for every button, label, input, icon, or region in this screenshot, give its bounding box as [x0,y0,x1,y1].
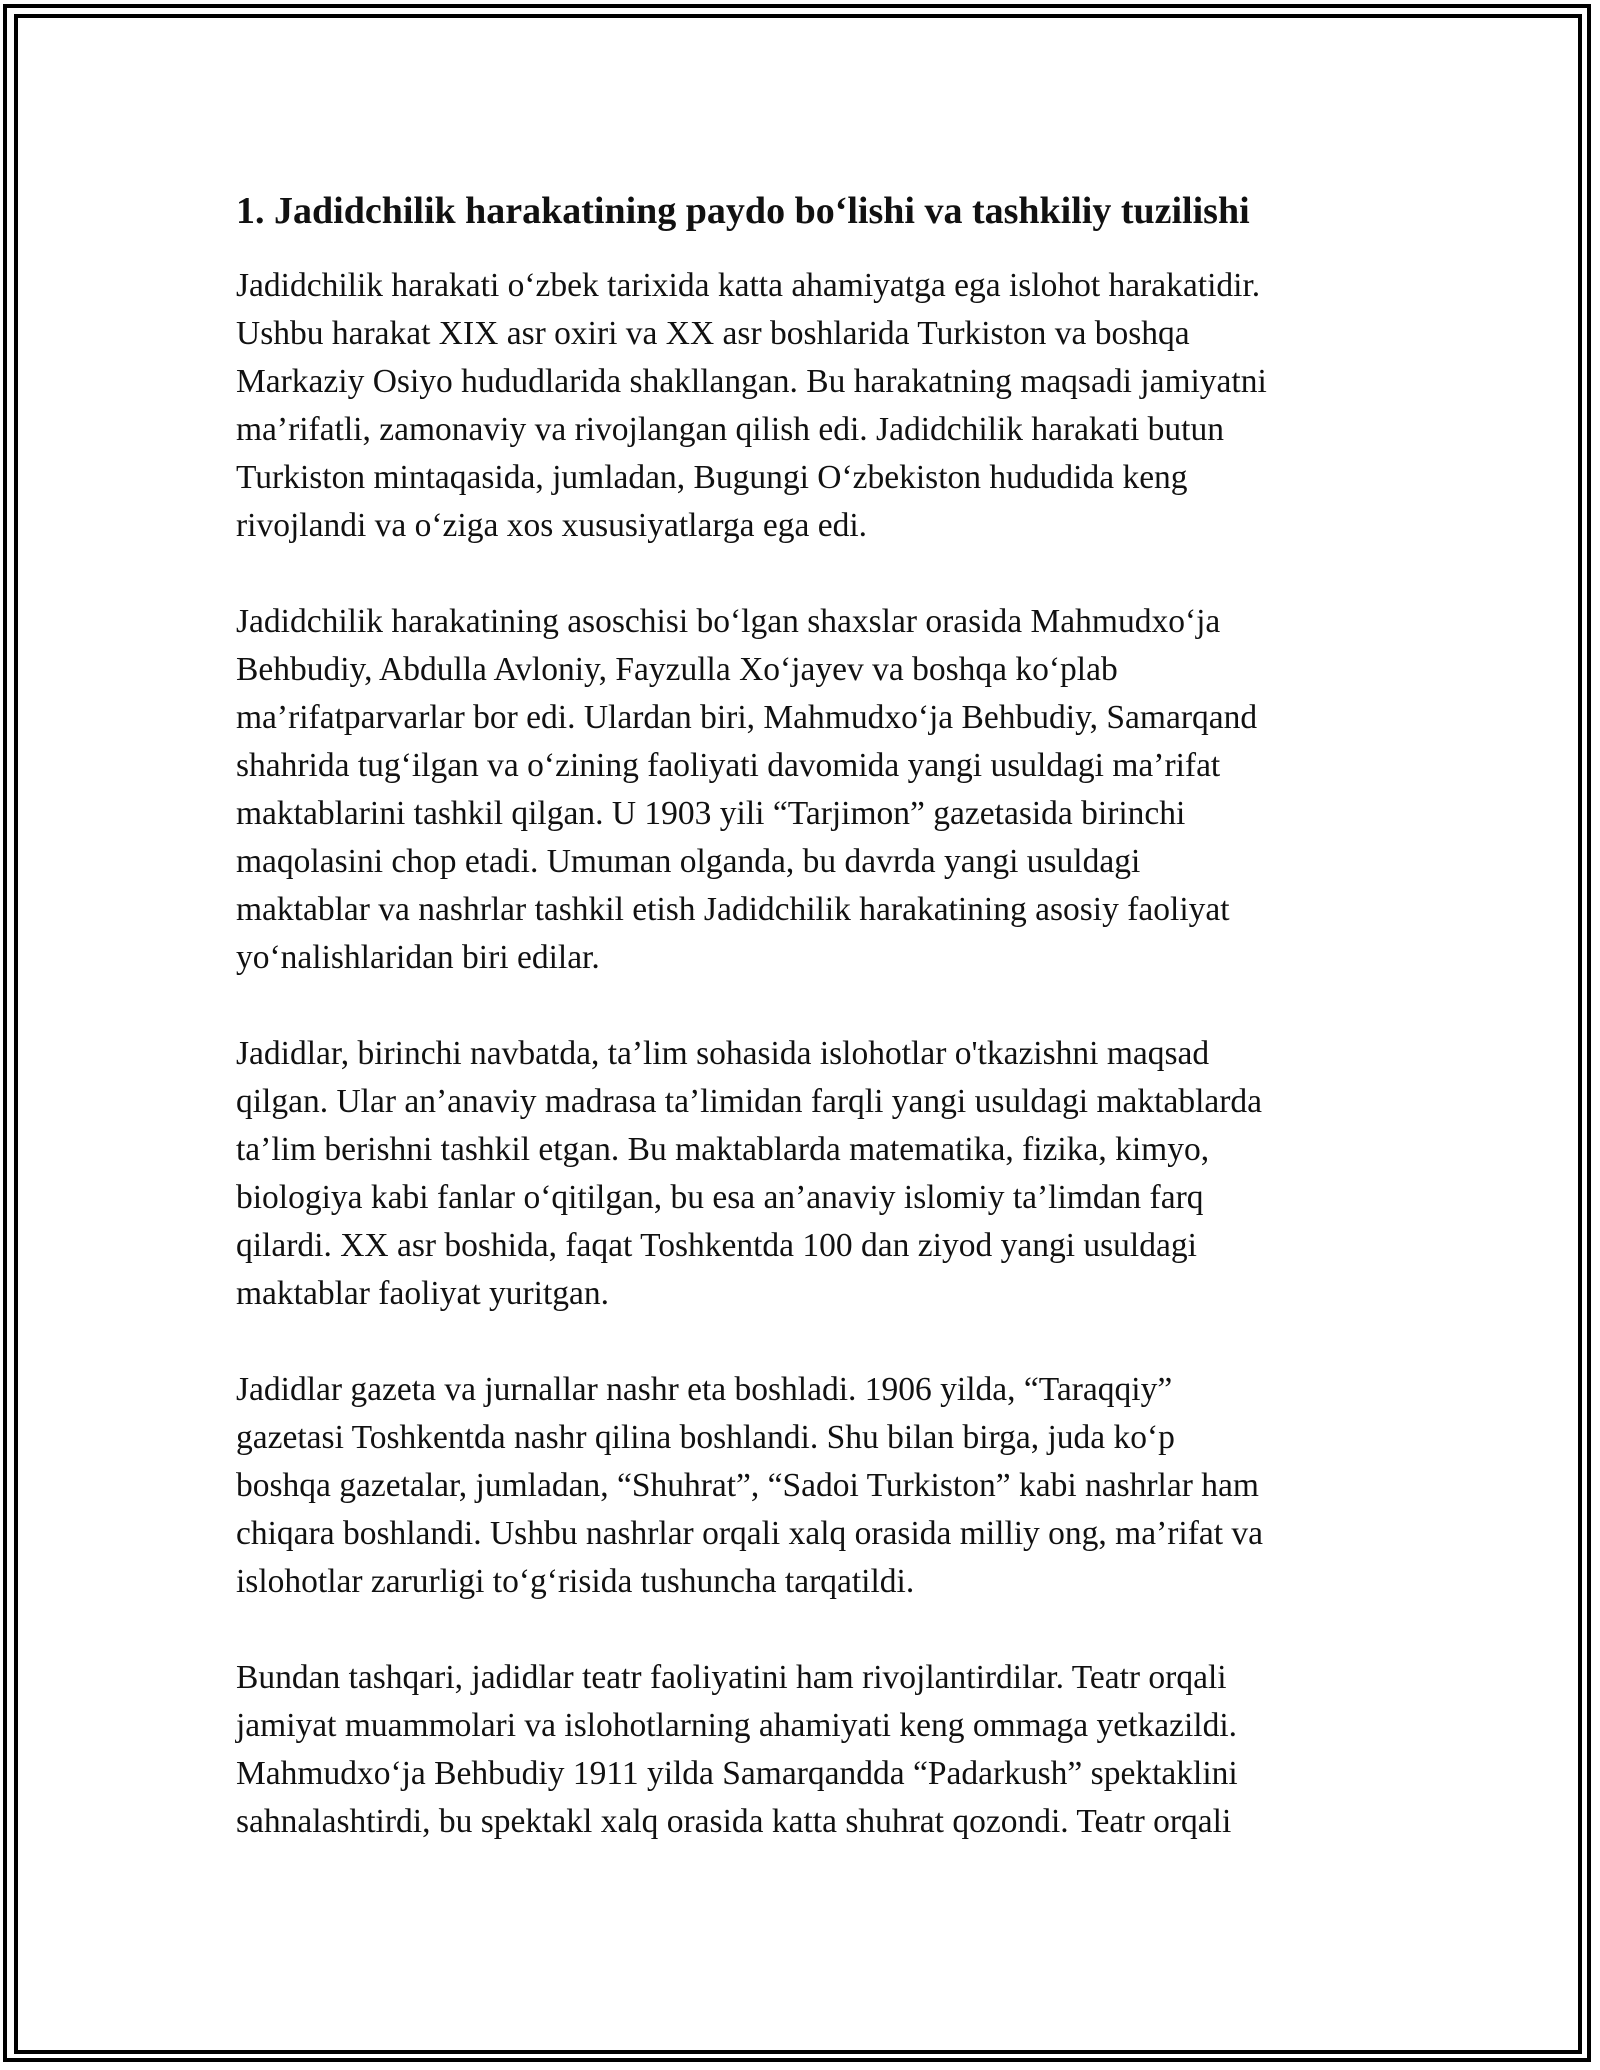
text-line: biologiya kabi fanlar o‘qitilgan, bu esa an’anaviy islomiy ta’limdan farq [236,1179,1204,1216]
text-line: Bundan tashqari, jadidlar teatr faoliyatini ham rivojlantirdilar. Teatr orqali [236,1659,1227,1696]
text-line: jamiyat muammolari va islohotlarning ahamiyati keng ommaga yetkazildi. [236,1707,1238,1744]
text-line: Mahmudxo‘ja Behbudiy 1911 yilda Samarqandda “Padarkush” spektaklini [236,1755,1238,1792]
text-line: gazetasi Toshkentda nashr qilina boshlandi. Shu bilan birga, juda ko‘p [236,1419,1175,1456]
text-line: shahrida tug‘ilgan va o‘zining faoliyati davomida yangi usuldagi ma’rifat [236,747,1221,784]
text-line: ta’lim berishni tashkil etgan. Bu maktablarda matematika, fizika, kimyo, [236,1131,1210,1168]
text-line: Markaziy Osiyo hududlarida shakllangan. Bu harakatning maqsadi jamiyatni [236,363,1267,400]
text-line: boshqa gazetalar, jumladan, “Shuhrat”, “Sadoi Turkiston” kabi nashrlar ham [236,1467,1259,1504]
text-line: qilardi. XX asr boshida, faqat Toshkentda 100 dan ziyod yangi usuldagi [236,1227,1197,1264]
text-line: yo‘nalishlaridan biri edilar. [236,939,600,976]
text-line: qilgan. Ular an’anaviy madrasa ta’limidan farqli yangi usuldagi maktablarda [236,1083,1263,1120]
paragraph-1 [236,262,1366,550]
text-line: ma’rifatli, zamonaviy va rivojlangan qilish edi. Jadidchilik harakati butun [236,411,1224,448]
paragraph-3 [236,1030,1366,1318]
text-line: sahnalashtirdi, bu spektakl xalq orasida katta shuhrat qozondi. Teatr orqali [236,1803,1232,1840]
document-body [236,186,1366,1894]
text-line: Jadidlar, birinchi navbatda, ta’lim sohasida islohotlar o'tkazishni maqsad [236,1035,1210,1072]
text-line: Turkiston mintaqasida, jumladan, Bugungi O‘zbekiston hududida keng [236,459,1188,496]
section-heading: 1. Jadidchilik harakatining paydo bo‘lishi va tashkiliy tuzilishi [236,190,1250,232]
text-line: maktablar faoliyat yuritgan. [236,1275,610,1312]
text-line: ma’rifatparvarlar bor edi. Ulardan biri, Mahmudxo‘ja Behbudiy, Samarqand [236,699,1258,736]
paragraph-2 [236,598,1366,982]
text-line: maktablar va nashrlar tashkil etish Jadidchilik harakatining asosiy faoliyat [236,891,1230,928]
text-line: islohotlar zarurligi to‘g‘risida tushuncha tarqatildi. [236,1563,915,1600]
text-line: Jadidlar gazeta va jurnallar nashr eta boshladi. 1906 yilda, “Taraqqiy” [236,1371,1173,1408]
text-line: Behbudiy, Abdulla Avloniy, Fayzulla Xo‘jayev va boshqa ko‘plab [236,651,1118,688]
text-line: rivojlandi va o‘ziga xos xususiyatlarga ega edi. [236,507,868,544]
paragraph-4 [236,1366,1366,1606]
text-line: chiqara boshlandi. Ushbu nashrlar orqali xalq orasida milliy ong, ma’rifat va [236,1515,1264,1552]
text-line: Ushbu harakat XIX asr oxiri va XX asr boshlarida Turkiston va boshqa [236,315,1190,352]
text-line: maktablarini tashkil qilgan. U 1903 yili “Tarjimon” gazetasida birinchi [236,795,1186,832]
paragraph-5 [236,1654,1366,1846]
text-line: maqolasini chop etadi. Umuman olganda, bu davrda yangi usuldagi [236,843,1141,880]
text-line: Jadidchilik harakatining asoschisi bo‘lgan shaxslar orasida Mahmudxo‘ja [236,603,1221,640]
text-line: Jadidchilik harakati o‘zbek tarixida katta ahamiyatga ega islohot harakatidir. [236,267,1261,304]
